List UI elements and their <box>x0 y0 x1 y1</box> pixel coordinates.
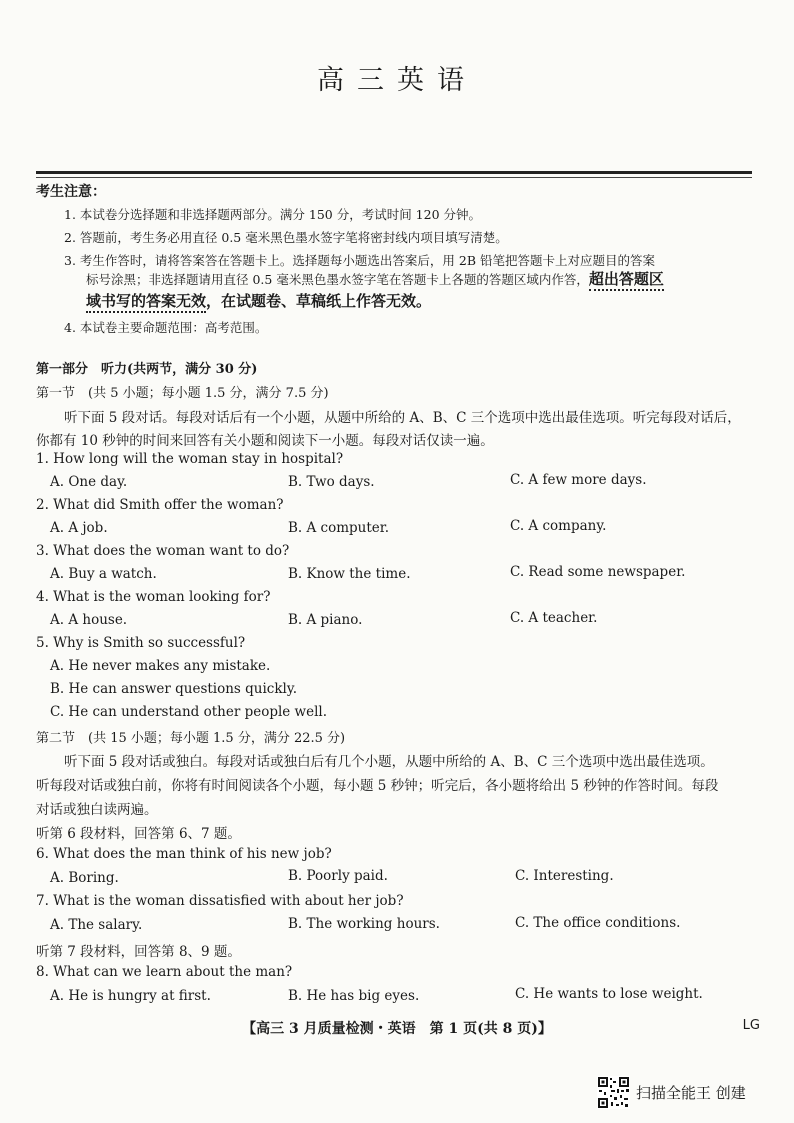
page-title: 高三英语 <box>317 65 477 96</box>
question-7: 7. What is the woman dissatisfied with about her job? <box>36 893 404 909</box>
sec1-intro-line1: 听下面 5 段对话。每段对话后有一个小题，从题中所给的 A、B、C 三个选项中选出最佳选项。听完每段对话后， <box>64 410 741 426</box>
q2-option-c: C. A company. <box>510 518 607 534</box>
scanner-watermark: 扫描全能王 创建 <box>636 1084 746 1102</box>
material-6-instruction: 听第 6 段材料，回答第 6、7 题。 <box>36 826 241 842</box>
q7-option-a: A. The salary. <box>50 917 143 933</box>
qr-code-icon <box>597 1076 630 1109</box>
q6-option-b: B. Poorly paid. <box>288 868 388 884</box>
part1-heading: 第一部分 听力(共两节，满分 30 分) <box>36 362 258 377</box>
question-1: 1. How long will the woman stay in hospital? <box>36 451 344 467</box>
question-5: 5. Why is Smith so successful? <box>36 635 246 651</box>
q6-option-c: C. Interesting. <box>515 868 614 884</box>
q8-option-b: B. He has big eyes. <box>288 988 420 1004</box>
q3-option-b: B. Know the time. <box>288 566 411 582</box>
question-4: 4. What is the woman looking for? <box>36 589 271 605</box>
q1-option-b: B. Two days. <box>288 474 375 490</box>
notice-heading: 考生注意： <box>36 184 106 200</box>
sec1-intro-line2: 你都有 10 秒钟的时间来回答有关小题和阅读下一小题。每段对话仅读一遍。 <box>36 433 494 449</box>
q1-option-c: C. A few more days. <box>510 472 647 488</box>
page-footer: 【高三 3 月质量检测・英语 第 1 页(共 8 页)】 <box>242 1021 552 1037</box>
q7-option-b: B. The working hours. <box>288 916 440 932</box>
q3-option-a: A. Buy a watch. <box>50 566 157 582</box>
q4-option-c: C. A teacher. <box>510 610 598 626</box>
q5-option-b: B. He can answer questions quickly. <box>50 681 297 697</box>
paper-code: LG <box>742 1018 760 1033</box>
notice-item-4: 4. 本试卷主要命题范围：高考范围。 <box>64 320 268 335</box>
notice-item-2: 2. 答题前，考生务必用直径 0.5 毫米黑色墨水签字笔将密封线内项目填写清楚。 <box>64 230 508 245</box>
notice-item-3-emphasis-a: 超出答题区 <box>589 270 664 291</box>
question-2: 2. What did Smith offer the woman? <box>36 497 284 513</box>
q1-option-a: A. One day. <box>50 474 128 490</box>
sec2-intro-line3: 对话或独白读两遍。 <box>36 802 158 818</box>
question-8: 8. What can we learn about the man? <box>36 964 293 980</box>
q2-option-a: A. A job. <box>50 520 108 536</box>
q7-option-c: C. The office conditions. <box>515 915 681 931</box>
notice-item-3-line3 <box>86 290 431 311</box>
question-3: 3. What does the woman want to do? <box>36 543 290 559</box>
sec2-heading: 第二节 (共 15 小题；每小题 1.5 分，满分 22.5 分) <box>36 731 346 746</box>
q5-option-c: C. He can understand other people well. <box>50 704 328 720</box>
material-7-instruction: 听第 7 段材料，回答第 8、9 题。 <box>36 944 241 960</box>
q4-option-a: A. A house. <box>50 612 128 628</box>
notice-item-3-emphasis-b: 域书写的答案无效 <box>86 292 206 313</box>
notice-item-3-emphasis-c: ，在试题卷、草稿纸上作答无效。 <box>206 292 432 310</box>
q8-option-c: C. He wants to lose weight. <box>515 986 703 1002</box>
q6-option-a: A. Boring. <box>50 870 119 886</box>
sec2-intro-line2: 听每段对话或独白前，你将有时间阅读各个小题，每小题 5 秒钟；听完后，各小题将给出 5 秒钟的作答时间。每段 <box>36 778 719 794</box>
notice-item-3-line2-text: 标号涂黑；非选择题请用直径 0.5 毫米黑色墨水签字笔在答题卡上各题的答题区域内作答， <box>86 272 589 287</box>
q5-option-a: A. He never makes any mistake. <box>50 658 271 674</box>
question-6: 6. What does the man think of his new job? <box>36 846 332 862</box>
header-rule-thin <box>36 177 752 178</box>
notice-item-3-line2 <box>86 268 664 289</box>
q2-option-b: B. A computer. <box>288 520 390 536</box>
q4-option-b: B. A piano. <box>288 612 363 628</box>
sec2-intro-line1: 听下面 5 段对话或独白。每段对话或独白后有几个小题，从题中所给的 A、B、C 三个选项中选出最佳选项。 <box>64 754 714 770</box>
notice-item-1: 1. 本试卷分选择题和非选择题两部分。满分 150 分，考试时间 120 分钟。 <box>64 207 482 222</box>
q3-option-c: C. Read some newspaper. <box>510 564 686 580</box>
notice-item-3-line1: 3. 考生作答时，请将答案答在答题卡上。选择题每小题选出答案后，用 2B 铅笔把答题卡上对应题目的答案 <box>64 253 655 268</box>
sec1-heading: 第一节 (共 5 小题；每小题 1.5 分，满分 7.5 分) <box>36 386 329 401</box>
q8-option-a: A. He is hungry at first. <box>50 988 211 1004</box>
header-rule-thick <box>36 171 752 174</box>
